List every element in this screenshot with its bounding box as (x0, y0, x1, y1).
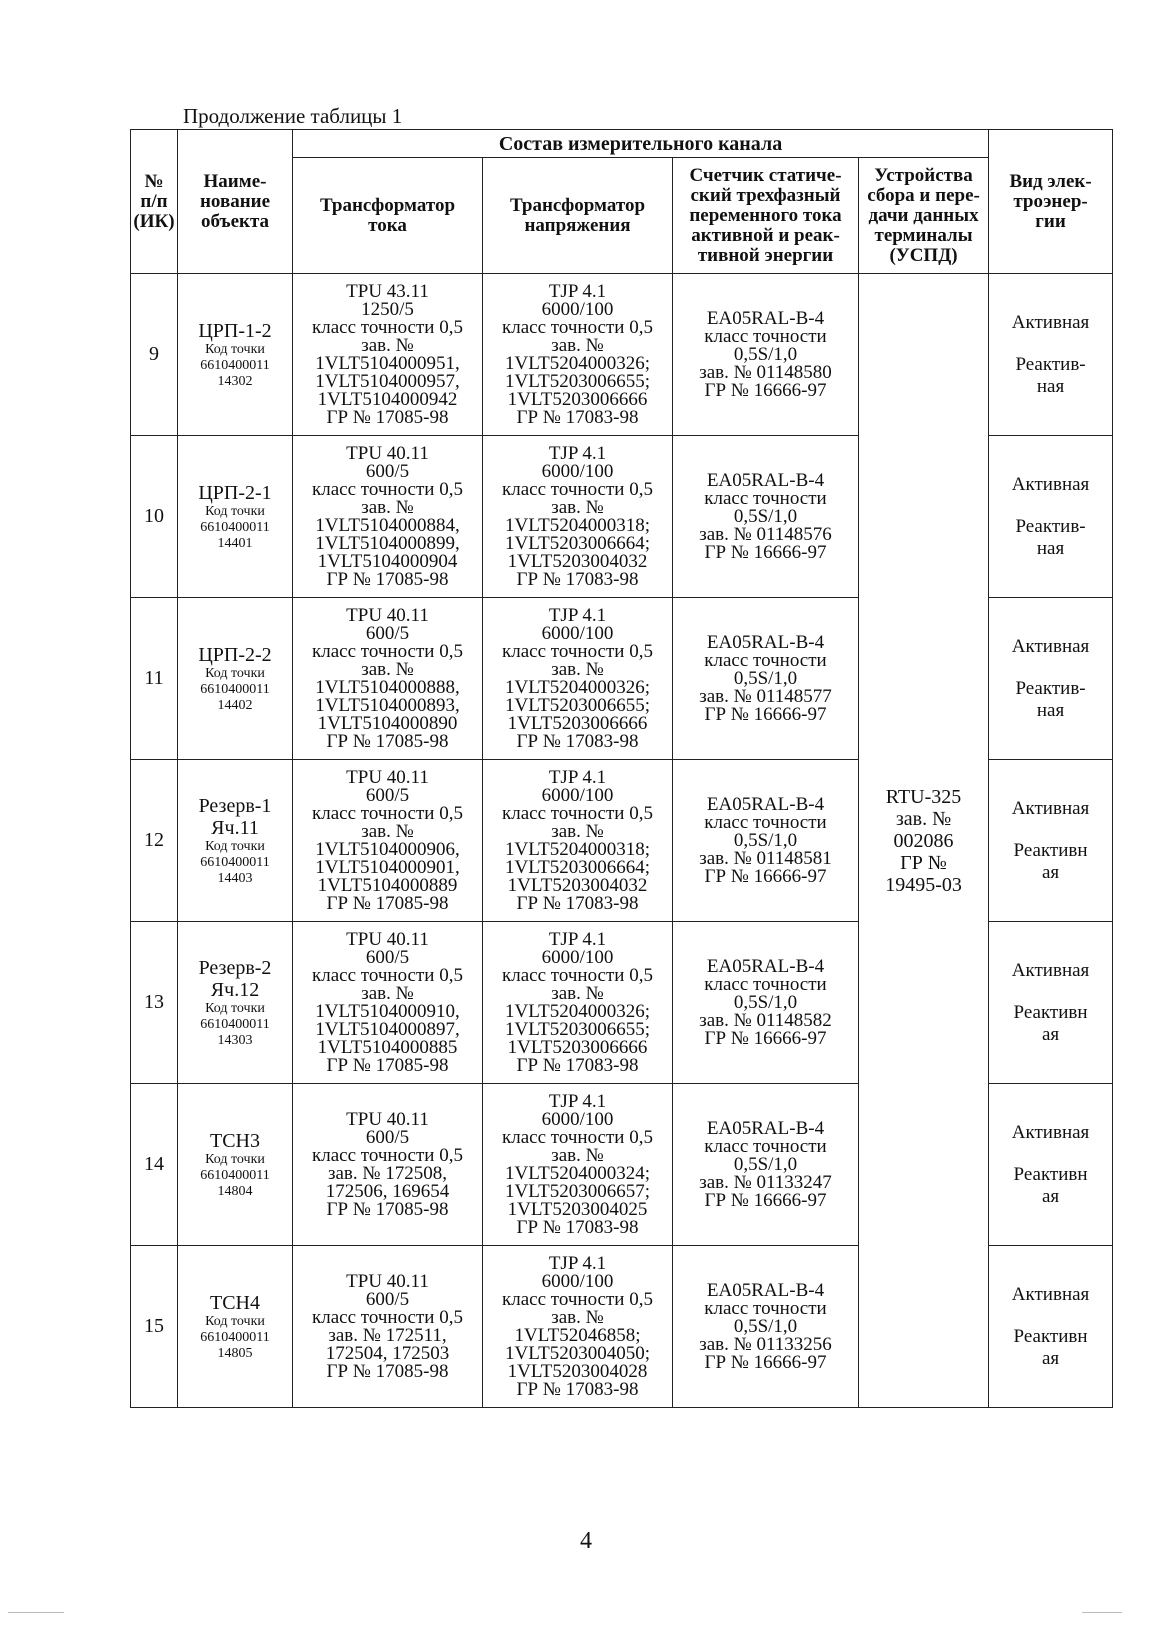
text-line: ГР № (900, 851, 947, 874)
text-line: 1VLT5203006666 (507, 712, 648, 734)
text-line: ГР № 17085-98 (326, 568, 449, 590)
text-line: ГР № 16666-97 (704, 1351, 827, 1373)
energy-reactive: ая (1041, 1023, 1060, 1045)
object-name-cell (178, 1084, 293, 1246)
header-label (989, 172, 1112, 232)
energy-reactive: Реактив- (1015, 515, 1086, 537)
current-transformer-cell (293, 1084, 483, 1246)
text-line: 600/5 (365, 946, 410, 968)
meter-cell (673, 1084, 859, 1246)
table-caption: Продолжение таблицы 1 (183, 104, 403, 128)
header-label (131, 172, 177, 232)
header-label (293, 196, 482, 236)
text-line: Резерв-2 (198, 956, 272, 979)
text-line: EA05RAL-B-4 (706, 1117, 825, 1139)
text-line: напряжения (524, 214, 631, 236)
object-name-cell (178, 760, 293, 922)
text-line: 1VLT5203006666 (507, 1036, 648, 1058)
text-line: TPU 40.11 (346, 766, 429, 788)
text-line: ЦРП-1-2 (198, 319, 272, 342)
energy-active: Активная (1011, 1283, 1090, 1305)
energy-active: Активная (1011, 635, 1090, 657)
text-line: 1VLT5204000324; (505, 1162, 650, 1184)
text-line: тивной энергии (697, 244, 834, 266)
row-number: 14 (131, 1084, 178, 1246)
text-line: 6610400011 (200, 1329, 270, 1345)
text-line: ЦРП-2-1 (198, 481, 272, 504)
text-line: RTU-325 (885, 785, 962, 808)
text-line: TPU 43.11 (346, 280, 429, 302)
text-line: 600/5 (365, 622, 410, 644)
text-line: ГР № 16666-97 (704, 1027, 827, 1049)
text-line: зав. № (551, 334, 604, 356)
text-line: 1VLT5104000942 (317, 388, 458, 410)
text-line: ГР № 17083-98 (516, 406, 639, 428)
text-line: ГР № 17085-98 (326, 1054, 449, 1076)
text-line: зав. № (551, 982, 604, 1004)
text-line: нование (199, 190, 271, 212)
text-line: зав. № 01133256 (699, 1333, 832, 1355)
text-line: 6610400011 (200, 357, 270, 373)
text-line: ТСН4 (210, 1291, 260, 1314)
text-line: 1VLT5204000326; (505, 352, 650, 374)
current-transformer-cell (293, 598, 483, 760)
text-line: 1VLT5104000890 (317, 712, 458, 734)
text-line: троэнер- (1013, 190, 1088, 212)
text-line: (УСПД) (889, 244, 958, 266)
text-line: 6000/100 (541, 784, 614, 806)
text-line: активной и реак- (691, 224, 840, 246)
text-line: зав. № 01148576 (699, 523, 832, 545)
text-line: сбора и пере- (867, 184, 980, 206)
energy-kind-cell (989, 1246, 1113, 1408)
text-line: класс точности 0,5 (312, 964, 463, 986)
text-line: TJP 4.1 (548, 928, 607, 950)
text-line: 600/5 (365, 1126, 410, 1148)
text-line: Код точки (205, 838, 265, 854)
text-line: класс точности (704, 1135, 827, 1157)
energy-kind-cell (989, 436, 1113, 598)
text-line: ГР № 17083-98 (516, 1378, 639, 1400)
energy-reactive: Реактив- (1015, 353, 1086, 375)
row-number: 15 (131, 1246, 178, 1408)
uspd-cell (859, 274, 989, 1408)
text-line: зав. № (551, 1306, 604, 1328)
text-line: 6000/100 (541, 622, 614, 644)
text-line: класс точности 0,5 (502, 640, 653, 662)
text-line: EA05RAL-B-4 (706, 1279, 825, 1301)
text-line: ГР № 17085-98 (326, 1198, 449, 1220)
text-line: 1VLT5203006657; (505, 1180, 650, 1202)
energy-reactive: ая (1041, 861, 1060, 883)
spacer (989, 496, 1112, 516)
text-line: Код точки (205, 1151, 265, 1167)
text-line: класс точности 0,5 (502, 316, 653, 338)
text-line: класс точности (704, 649, 827, 671)
text-line: 0,5S/1,0 (733, 505, 798, 527)
text-line: дачи данных (868, 204, 979, 226)
text-line: 1VLT5104000885 (317, 1036, 458, 1058)
text-line: класс точности 0,5 (502, 1288, 653, 1310)
text-line: класс точности 0,5 (312, 1144, 463, 1166)
text-line: ГР № 16666-97 (704, 1189, 827, 1211)
header-name (178, 130, 293, 274)
text-line: Яч.11 (211, 816, 259, 839)
text-line: 1VLT5104000889 (317, 874, 458, 896)
scan-artifact (8, 1612, 64, 1613)
voltage-transformer-cell (483, 598, 673, 760)
text-line: Устройства (874, 164, 973, 186)
text-line: EA05RAL-B-4 (706, 793, 825, 815)
energy-active: Активная (1011, 797, 1090, 819)
text-line: 6610400011 (200, 1016, 270, 1032)
header-label (673, 166, 858, 266)
text-line: 1VLT5204000326; (505, 1000, 650, 1022)
text-line: класс точности (704, 325, 827, 347)
text-line: 1VLT5104000910, (315, 1000, 460, 1022)
header-num (131, 130, 178, 274)
text-line: EA05RAL-B-4 (706, 307, 825, 329)
header-uspd (859, 158, 989, 274)
energy-reactive: ная (1036, 375, 1065, 397)
voltage-transformer-cell (483, 760, 673, 922)
spacer (989, 1306, 1112, 1326)
energy-kind-cell (989, 598, 1113, 760)
text-line: 0,5S/1,0 (733, 991, 798, 1013)
text-line: 6610400011 (200, 681, 270, 697)
text-line: TJP 4.1 (548, 1090, 607, 1112)
text-line: 1VLT5203006655; (505, 370, 650, 392)
voltage-transformer-cell (483, 274, 673, 436)
text-line: TPU 40.11 (346, 604, 429, 626)
text-line: 1VLT5104000897, (315, 1018, 460, 1040)
header-group: Состав измерительного канала (293, 130, 989, 158)
text-line: 172506, 169654 (325, 1180, 450, 1202)
object-name-cell (178, 598, 293, 760)
text-line: 6610400011 (200, 519, 270, 535)
text-line: 1VLT5104000901, (315, 856, 460, 878)
object-name-cell (178, 274, 293, 436)
text-line: 19495-03 (885, 873, 962, 896)
text-line: терминалы (874, 224, 973, 246)
text-line: EA05RAL-B-4 (706, 469, 825, 491)
text-line: TPU 40.11 (346, 928, 429, 950)
energy-reactive: ая (1041, 1185, 1060, 1207)
text-line: 14805 (217, 1345, 253, 1361)
text-line: 14804 (217, 1183, 253, 1199)
energy-active: Активная (1011, 959, 1090, 981)
text-line: класс точности 0,5 (502, 802, 653, 824)
text-line: зав. № (895, 807, 952, 830)
text-line: класс точности 0,5 (502, 478, 653, 500)
text-line: класс точности (704, 811, 827, 833)
text-line: ЦРП-2-2 (198, 643, 272, 666)
text-line: 1VLT5203004028 (507, 1360, 648, 1382)
text-line: класс точности 0,5 (312, 1306, 463, 1328)
text-line: 1VLT5203004050; (505, 1342, 650, 1364)
text-line: Код точки (205, 1000, 265, 1016)
text-line: класс точности (704, 973, 827, 995)
object-name-cell (178, 436, 293, 598)
text-line: Яч.12 (210, 978, 260, 1001)
text-line: зав. № 01148580 (699, 361, 832, 383)
voltage-transformer-cell (483, 922, 673, 1084)
spacer (989, 1144, 1112, 1164)
text-line: 14303 (217, 1032, 253, 1048)
text-line: класс точности 0,5 (312, 316, 463, 338)
page-number: 4 (580, 1528, 592, 1554)
current-transformer-cell (293, 274, 483, 436)
text-line: Трансформатор (509, 194, 646, 216)
text-line: ГР № 17085-98 (326, 892, 449, 914)
energy-active: Активная (1011, 473, 1090, 495)
text-line: 14402 (217, 697, 253, 713)
spacer (989, 820, 1112, 840)
header-meter (673, 158, 859, 274)
header-vt (483, 158, 673, 274)
text-line: Наиме- (203, 170, 267, 192)
energy-active: Активная (1011, 1121, 1090, 1143)
text-line: 1VLT5203006666 (507, 388, 648, 410)
meter-cell (673, 760, 859, 922)
header-label (483, 196, 672, 236)
text-line: TPU 40.11 (346, 442, 429, 464)
text-line: 6610400011 (200, 854, 270, 870)
text-line: 6000/100 (541, 298, 614, 320)
text-line: 1VLT5204000326; (505, 676, 650, 698)
text-line: 0,5S/1,0 (733, 667, 798, 689)
text-line: зав. № (361, 496, 414, 518)
current-transformer-cell (293, 760, 483, 922)
text-line: № (144, 170, 164, 192)
text-line: 1VLT5104000906, (315, 838, 460, 860)
energy-reactive: ная (1036, 699, 1065, 721)
text-line: 14401 (217, 535, 253, 551)
text-line: зав. № 172511, (328, 1324, 447, 1346)
text-line: 1VLT5203004025 (507, 1198, 648, 1220)
text-line: 0,5S/1,0 (733, 1153, 798, 1175)
text-line: ГР № 17083-98 (516, 730, 639, 752)
text-line: 172504, 172503 (325, 1342, 450, 1364)
text-line: Код точки (205, 341, 265, 357)
text-line: 6000/100 (541, 946, 614, 968)
text-line: Счетчик статиче- (689, 164, 842, 186)
text-line: зав. № (551, 820, 604, 842)
text-line: 600/5 (365, 460, 410, 482)
energy-reactive: ная (1036, 537, 1065, 559)
object-name-cell (178, 922, 293, 1084)
text-line: 1VLT5203004032 (507, 550, 648, 572)
text-line: 1VLT5104000893, (315, 694, 460, 716)
header-kind (989, 130, 1113, 274)
text-line: 1250/5 (361, 298, 414, 320)
text-line: 6610400011 (200, 1167, 270, 1183)
text-line: зав. № 172508, (327, 1162, 448, 1184)
text-line: EA05RAL-B-4 (706, 631, 825, 653)
text-line: Код точки (205, 503, 265, 519)
text-line: зав. № (361, 334, 414, 356)
text-line: 0,5S/1,0 (733, 1315, 798, 1337)
text-line: ГР № 16666-97 (704, 541, 827, 563)
energy-active: Активная (1011, 311, 1090, 333)
object-name-cell (178, 1246, 293, 1408)
voltage-transformer-cell (483, 1084, 673, 1246)
text-line: ский трехфазный (690, 184, 841, 206)
text-line: 6000/100 (541, 1108, 614, 1130)
text-line: зав. № (361, 982, 414, 1004)
text-line: 600/5 (365, 1288, 410, 1310)
text-line: TJP 4.1 (548, 442, 607, 464)
energy-kind-cell (989, 274, 1113, 436)
spacer (989, 334, 1112, 354)
text-line: ГР № 17083-98 (516, 1054, 639, 1076)
text-line: ГР № 16666-97 (704, 379, 827, 401)
text-line: Вид элек- (1009, 170, 1092, 192)
measurement-channels-table (130, 129, 1113, 1408)
row-number: 11 (131, 598, 178, 760)
table-body (131, 274, 1113, 1408)
text-line: TJP 4.1 (548, 280, 607, 302)
text-line: ГР № 17085-98 (326, 406, 449, 428)
meter-cell (673, 274, 859, 436)
text-line: 1VLT5104000884, (315, 514, 460, 536)
text-line: объекта (200, 210, 270, 232)
scan-artifact (1082, 1612, 1122, 1613)
text-line: класс точности 0,5 (312, 640, 463, 662)
text-line: ГР № 17085-98 (326, 730, 449, 752)
text-line: зав. № (551, 658, 604, 680)
text-line: ГР № 16666-97 (704, 865, 827, 887)
text-line: (ИК) (133, 210, 175, 232)
text-line: TPU 40.11 (346, 1108, 429, 1130)
meter-cell (673, 598, 859, 760)
voltage-transformer-cell (483, 1246, 673, 1408)
text-line: зав. № 01148581 (699, 847, 832, 869)
row-number: 10 (131, 436, 178, 598)
meter-cell (673, 922, 859, 1084)
meter-cell (673, 1246, 859, 1408)
energy-reactive: Реактивн (1013, 839, 1088, 861)
text-line: ТСН3 (210, 1129, 260, 1152)
energy-reactive: ая (1041, 1347, 1060, 1369)
text-line: переменного тока (689, 204, 842, 226)
text-line: 1VLT5204000318; (505, 514, 650, 536)
text-line: Код точки (205, 1313, 265, 1329)
text-line: 0,5S/1,0 (733, 343, 798, 365)
text-line: ГР № 17083-98 (516, 568, 639, 590)
text-line: 6000/100 (541, 1270, 614, 1292)
energy-kind-cell (989, 922, 1113, 1084)
text-line: 1VLT5104000888, (315, 676, 460, 698)
text-line: ГР № 17083-98 (516, 892, 639, 914)
header-label (178, 172, 292, 232)
spacer (989, 982, 1112, 1002)
text-line: 14403 (217, 870, 253, 886)
text-line: зав. № 01148577 (699, 685, 832, 707)
text-line: класс точности 0,5 (502, 1126, 653, 1148)
row-number: 13 (131, 922, 178, 1084)
text-line: 1VLT5204000318; (505, 838, 650, 860)
text-line: зав. № (361, 820, 414, 842)
text-line: гии (1035, 210, 1066, 232)
text-line: ГР № 17085-98 (326, 1360, 449, 1382)
row-number: 12 (131, 760, 178, 922)
energy-reactive: Реактивн (1013, 1325, 1088, 1347)
text-line: Трансформатор (319, 194, 456, 216)
text-line: класс точности 0,5 (312, 802, 463, 824)
energy-kind-cell (989, 1084, 1113, 1246)
row-number: 9 (131, 274, 178, 436)
text-line: зав. № 01133247 (699, 1171, 832, 1193)
table-row (131, 274, 1113, 436)
header-label (859, 166, 988, 266)
text-line: TJP 4.1 (548, 604, 607, 626)
text-line: 1VLT5203006664; (505, 856, 650, 878)
text-line: Код точки (205, 665, 265, 681)
text-line: класс точности (704, 487, 827, 509)
current-transformer-cell (293, 1246, 483, 1408)
text-line: 002086 (893, 829, 954, 852)
text-line: TJP 4.1 (548, 766, 607, 788)
text-line: 1VLT5203006655; (505, 1018, 650, 1040)
text-line: EA05RAL-B-4 (706, 955, 825, 977)
energy-kind-cell (989, 760, 1113, 922)
text-line: тока (368, 214, 407, 236)
energy-reactive: Реактивн (1013, 1163, 1088, 1185)
current-transformer-cell (293, 436, 483, 598)
text-line: 1VLT52046858; (514, 1324, 641, 1346)
text-line: класс точности (704, 1297, 827, 1319)
text-line: Резерв-1 (198, 794, 272, 817)
text-line: 600/5 (365, 784, 410, 806)
text-line: п/п (140, 190, 168, 212)
text-line: 1VLT5104000904 (317, 550, 458, 572)
text-line: ГР № 16666-97 (704, 703, 827, 725)
text-line: 1VLT5104000951, (315, 352, 460, 374)
spacer (989, 658, 1112, 678)
text-line: ГР № 17083-98 (516, 1216, 639, 1238)
text-line: 1VLT5104000957, (315, 370, 460, 392)
text-line: TJP 4.1 (548, 1252, 607, 1274)
text-line: 6000/100 (541, 460, 614, 482)
text-line: 1VLT5203006655; (505, 694, 650, 716)
current-transformer-cell (293, 922, 483, 1084)
text-line: 1VLT5203004032 (507, 874, 648, 896)
voltage-transformer-cell (483, 436, 673, 598)
text-line: зав. № (551, 1144, 604, 1166)
text-line: 1VLT5104000899, (315, 532, 460, 554)
text-line: 14302 (217, 373, 253, 389)
text-line: зав. № 01148582 (699, 1009, 832, 1031)
text-line: класс точности 0,5 (502, 964, 653, 986)
energy-reactive: Реактив- (1015, 677, 1086, 699)
text-line: класс точности 0,5 (312, 478, 463, 500)
text-line: 0,5S/1,0 (733, 829, 798, 851)
header-ct (293, 158, 483, 274)
text-line: зав. № (551, 496, 604, 518)
energy-reactive: Реактивн (1013, 1001, 1088, 1023)
meter-cell (673, 436, 859, 598)
text-line: зав. № (361, 658, 414, 680)
text-line: TPU 40.11 (346, 1270, 429, 1292)
text-line: 1VLT5203006664; (505, 532, 650, 554)
